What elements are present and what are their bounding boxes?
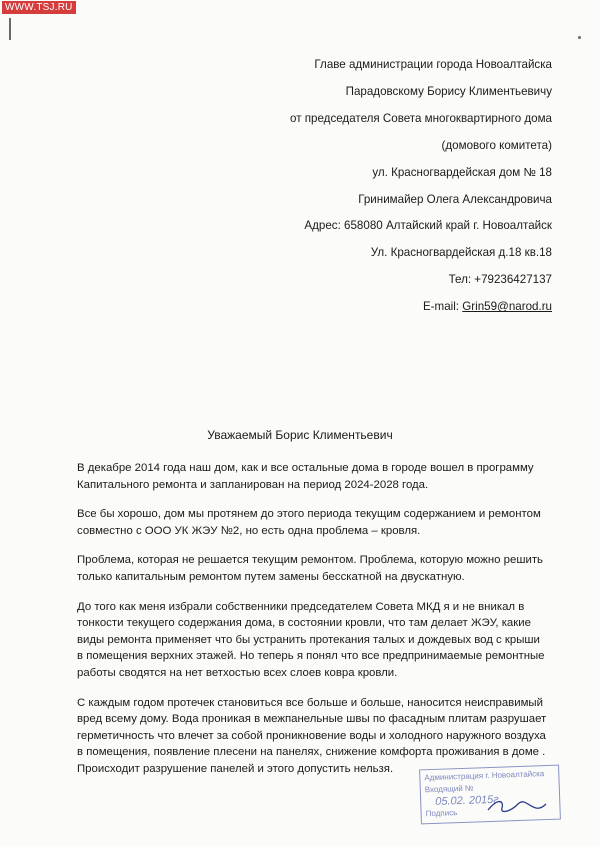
header-line: (домового комитета) (441, 138, 552, 152)
header-line: Парадовскому Борису Климентьевичу (345, 84, 552, 98)
header-line: Тел: +79236427137 (448, 273, 552, 287)
paragraph: До того как меня избрали собственники председателем Совета МКД я и не вникал в тонкости текущего содержания дома, в состоянии кровли, что там делает ЖЭУ, какие виды ремонта применяет что бы устранить протекания талых и дождевых вод с крыши в помещения верхних этажей. Но теперь я понял что все предпринимаемые ремонтные работы сводятся на нет ветхостью всех слоев ковра кровли. (77, 600, 545, 679)
paragraph: В декабре 2014 года наш дом, как и все остальные дома в городе вошел в программу Капитального ремонта и запланирован на период 2024-2028 года. (77, 462, 534, 491)
header-line: Главе администрации города Новоалтайска (314, 58, 552, 71)
stamp-signature-label: Подпись (425, 808, 458, 819)
scan-mark (578, 36, 581, 39)
email-label: E-mail: (422, 300, 463, 314)
email-link[interactable]: Grin59@narod.ru (462, 300, 552, 314)
stamp-incoming-label: Входящий № (424, 783, 474, 795)
addressee-block (290, 52, 552, 321)
header-line: Гринимайер Олега Александровича (358, 192, 552, 206)
header-line: Ул. Красногвардейская д.18 кв.18 (370, 246, 552, 260)
header-line: ул. Красногвардейская дом № 18 (372, 165, 552, 179)
header-line: Адрес: 658080 Алтайский край г. Новоалтайск (304, 219, 552, 233)
letter-body (77, 460, 547, 791)
paragraph: Все бы хорошо, дом мы протянем до этого периода текущим содержанием и ремонтом совместно с ООО УК ЖЭУ №2, но есть одна проблема – кровля. (77, 508, 541, 537)
watermark: WWW.TSJ.RU (2, 1, 76, 14)
paragraph: Проблема, которая не решается текущим ремонтом. Проблема, которую можно решить только капитальным ремонтом путем замены бесскатной на двускатную. (77, 554, 543, 583)
stamp-date: 05.02. 2015г. (435, 793, 502, 808)
stamp-org: Администрация г. Новоалтайска (424, 769, 545, 783)
scan-mark (9, 18, 11, 40)
header-line: от председателя Совета многоквартирного дома (290, 111, 552, 125)
paragraph: С каждым годом протечек становиться все больше и больше, наносится неисправимый вред всему дому. Вода проникая в межпанельные швы по фасадным плитам разрушает герметичность что влечет за собой проникновение воды и холодного наружного воздуха в помещения, появление плесени на панелях, снижение комфорта проживания в доме . Происходит разрушение панелей и этого допустить нельзя. (77, 696, 547, 775)
handwritten-signature (480, 790, 550, 820)
salutation: Уважаемый Борис Климентьевич (207, 428, 393, 442)
email-line (290, 294, 552, 321)
